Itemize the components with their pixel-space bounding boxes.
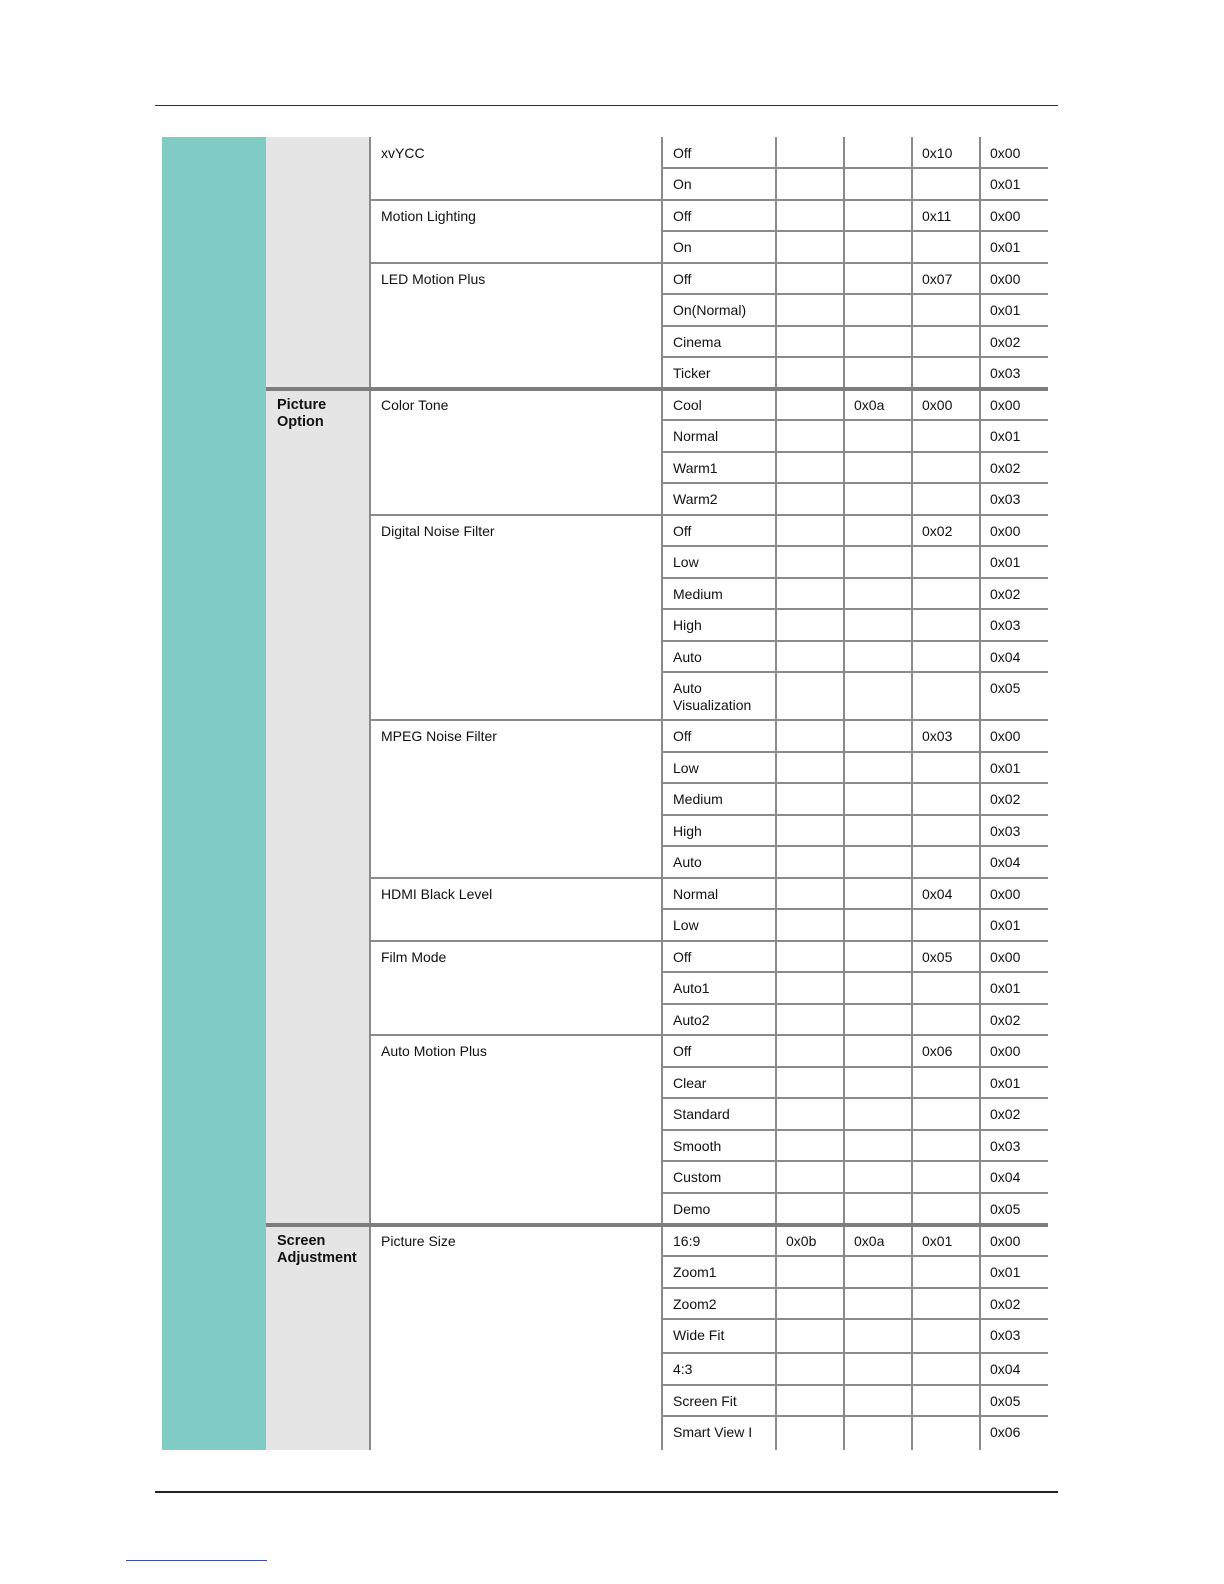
grid-column-line [911,137,913,1450]
code-cell-c2 [844,483,912,515]
code-cell-c2 [844,263,912,294]
option-value-cell: Off [662,200,776,231]
code-cell-c1 [776,1098,844,1130]
code-cell-c4: 0x03 [980,483,1048,515]
header-rule [155,105,1058,106]
code-cell-c2 [844,452,912,483]
grid-row-line [370,719,1048,721]
option-value-cell: Off [662,137,776,168]
grid-row-line [370,514,1048,516]
code-cell-c1 [776,357,844,389]
code-cell-c2 [844,546,912,578]
code-cell-c3: 0x05 [912,941,980,972]
option-value-cell: Cinema [662,326,776,357]
code-cell-c1 [776,609,844,641]
setting-name-cell: LED Motion Plus [370,263,662,389]
code-cell-c1 [776,783,844,815]
setting-name-cell: Color Tone [370,389,662,515]
option-value-cell: Cool [662,389,776,420]
code-cell-c2 [844,720,912,752]
code-cell-c3 [912,1130,980,1161]
code-cell-c2 [844,815,912,846]
code-cell-c2 [844,783,912,815]
option-value-cell: Auto2 [662,1004,776,1035]
code-cell-c3 [912,752,980,783]
option-value-cell: 16:9 [662,1225,776,1256]
code-cell-c3 [912,1319,980,1353]
grid-row-line [662,577,1048,579]
code-cell-c4: 0x00 [980,941,1048,972]
code-cell-c4: 0x01 [980,231,1048,263]
code-cell-c4: 0x02 [980,326,1048,357]
setting-name-cell: MPEG Noise Filter [370,720,662,878]
code-cell-c1 [776,294,844,326]
code-cell-c4: 0x00 [980,878,1048,909]
grid-row-line [662,782,1048,784]
code-cell-c2 [844,1385,912,1416]
option-value-cell: Off [662,1035,776,1067]
option-value-cell: Off [662,263,776,294]
code-cell-c2 [844,137,912,168]
code-cell-c4: 0x02 [980,783,1048,815]
option-value-cell: On [662,168,776,200]
code-cell-c2 [844,1098,912,1130]
code-cell-c2 [844,752,912,783]
code-cell-c3 [912,909,980,941]
option-value-cell: Normal [662,878,776,909]
code-cell-c3 [912,1004,980,1035]
option-value-cell: Auto [662,641,776,672]
grid-row-line [662,1097,1048,1099]
code-cell-c2 [844,609,912,641]
grid-row-line [662,640,1048,642]
code-cell-c3: 0x04 [912,878,980,909]
code-cell-c3 [912,483,980,515]
code-cell-c2 [844,1416,912,1450]
grid-row-line [266,1223,1048,1227]
code-cell-c3 [912,546,980,578]
code-cell-c1 [776,137,844,168]
code-cell-c1 [776,515,844,546]
option-value-cell: Off [662,720,776,752]
code-cell-c3 [912,672,980,720]
code-cell-c3: 0x10 [912,137,980,168]
grid-row-line [662,419,1048,421]
code-cell-c1 [776,420,844,452]
grid-row-line [370,877,1048,879]
option-value-cell: Zoom2 [662,1288,776,1319]
code-cell-c3 [912,420,980,452]
code-cell-c2 [844,641,912,672]
code-cell-c3 [912,1161,980,1193]
grid-row-line [662,751,1048,753]
grid-row-line [662,908,1048,910]
code-cell-c1 [776,546,844,578]
code-cell-c1 [776,326,844,357]
grid-row-line [662,971,1048,973]
footer-link-underline [126,1560,267,1561]
code-cell-c4: 0x00 [980,515,1048,546]
code-cell-c4: 0x05 [980,1193,1048,1225]
code-cell-c3 [912,168,980,200]
code-cell-c3 [912,1256,980,1288]
code-cell-c4: 0x00 [980,263,1048,294]
setting-name-cell: xvYCC [370,137,662,200]
grid-row-line [370,1034,1048,1036]
grid-row-line [370,262,1048,264]
grid-row-line [662,293,1048,295]
grid-row-line [662,545,1048,547]
code-cell-c3: 0x07 [912,263,980,294]
footer-rule [155,1491,1058,1493]
code-cell-c3 [912,357,980,389]
grid-row-line [662,1352,1048,1354]
code-cell-c3 [912,1193,980,1225]
code-cell-c3 [912,609,980,641]
code-cell-c2 [844,672,912,720]
grid-row-line [662,1287,1048,1289]
code-cell-c1 [776,1067,844,1098]
grid-column-line [843,137,845,1450]
option-value-cell: Off [662,941,776,972]
code-cell-c4: 0x04 [980,846,1048,878]
code-cell-c3: 0x00 [912,389,980,420]
code-cell-c4: 0x00 [980,200,1048,231]
code-cell-c4: 0x01 [980,294,1048,326]
code-cell-c4: 0x02 [980,1288,1048,1319]
code-cell-c1 [776,1288,844,1319]
option-value-cell: Medium [662,578,776,609]
code-cell-c1 [776,1004,844,1035]
code-cell-c3 [912,578,980,609]
code-cell-c2 [844,1004,912,1035]
grid-column-line [369,137,371,1450]
code-cell-c2: 0x0a [844,389,912,420]
code-cell-c4: 0x01 [980,1256,1048,1288]
option-value-cell: On(Normal) [662,294,776,326]
grid-row-line [662,167,1048,169]
setting-name-cell: Motion Lighting [370,200,662,263]
grid-row-line [662,814,1048,816]
grid-row-line [662,608,1048,610]
code-cell-c1 [776,168,844,200]
code-cell-c1 [776,1385,844,1416]
code-cell-c4: 0x05 [980,672,1048,720]
code-cell-c4: 0x04 [980,641,1048,672]
code-cell-c4: 0x00 [980,137,1048,168]
code-cell-c4: 0x04 [980,1161,1048,1193]
grid-row-line [662,1160,1048,1162]
option-value-cell: Low [662,546,776,578]
code-cell-c1 [776,720,844,752]
code-cell-c4: 0x02 [980,578,1048,609]
category-cell: Screen Adjustment [266,1225,370,1450]
code-cell-c4: 0x02 [980,1004,1048,1035]
code-cell-c2 [844,294,912,326]
code-cell-c2 [844,941,912,972]
grid-row-line [662,1384,1048,1386]
option-value-cell: High [662,609,776,641]
code-cell-c2 [844,846,912,878]
category-cell: Picture Option [266,389,370,1225]
code-cell-c2 [844,578,912,609]
code-cell-c1 [776,1353,844,1385]
code-cell-c4: 0x00 [980,1035,1048,1067]
grid-row-line [662,845,1048,847]
code-cell-c1 [776,878,844,909]
code-cell-c1 [776,846,844,878]
setting-name-cell: Digital Noise Filter [370,515,662,720]
code-cell-c2 [844,1353,912,1385]
grid-row-line [662,1192,1048,1194]
code-cell-c1 [776,1035,844,1067]
code-cell-c3 [912,846,980,878]
setting-name-cell: Picture Size [370,1225,662,1450]
code-cell-c3 [912,641,980,672]
grid-column-line [775,137,777,1450]
grid-row-line [662,482,1048,484]
code-cell-c4: 0x00 [980,720,1048,752]
code-cell-c1 [776,1193,844,1225]
code-cell-c4: 0x02 [980,452,1048,483]
code-cell-c2 [844,515,912,546]
code-cell-c1 [776,389,844,420]
code-cell-c1 [776,1161,844,1193]
option-value-cell: Normal [662,420,776,452]
code-cell-c3 [912,1385,980,1416]
grid-row-line [370,940,1048,942]
option-value-cell: Low [662,909,776,941]
option-value-cell: Demo [662,1193,776,1225]
code-cell-c4: 0x03 [980,1319,1048,1353]
code-cell-c2 [844,972,912,1004]
code-cell-c4: 0x04 [980,1353,1048,1385]
code-cell-c2 [844,420,912,452]
option-value-cell: Low [662,752,776,783]
grid-row-line [662,1003,1048,1005]
code-cell-c1 [776,483,844,515]
code-cell-c2 [844,200,912,231]
code-cell-c4: 0x01 [980,168,1048,200]
code-cell-c2 [844,326,912,357]
code-cell-c4: 0x01 [980,1067,1048,1098]
grid-column-line [979,137,981,1450]
code-cell-c4: 0x01 [980,909,1048,941]
option-value-cell: Zoom1 [662,1256,776,1288]
grid-row-line [662,1255,1048,1257]
code-cell-c2 [844,357,912,389]
code-cell-c2 [844,1288,912,1319]
code-cell-c1 [776,452,844,483]
option-value-cell: Auto1 [662,972,776,1004]
option-value-cell: Smart View I [662,1416,776,1450]
option-value-cell: Standard [662,1098,776,1130]
code-cell-c4: 0x01 [980,546,1048,578]
command-table [266,137,1048,1450]
code-cell-c2 [844,909,912,941]
grid-row-line [662,1129,1048,1131]
code-cell-c4: 0x06 [980,1416,1048,1450]
code-cell-c3 [912,231,980,263]
code-cell-c4: 0x01 [980,752,1048,783]
grid-row-line [662,356,1048,358]
code-cell-c3 [912,783,980,815]
code-cell-c1 [776,672,844,720]
code-cell-c2 [844,1193,912,1225]
option-value-cell: Warm2 [662,483,776,515]
code-cell-c1: 0x0b [776,1225,844,1256]
option-value-cell: Auto [662,846,776,878]
code-cell-c2 [844,1067,912,1098]
code-cell-c3 [912,972,980,1004]
code-cell-c2 [844,878,912,909]
setting-name-cell: Auto Motion Plus [370,1035,662,1225]
code-cell-c2 [844,1256,912,1288]
code-cell-c3: 0x03 [912,720,980,752]
option-value-cell: Off [662,515,776,546]
grid-row-line [266,387,1048,391]
code-cell-c1 [776,1319,844,1353]
code-cell-c3 [912,1353,980,1385]
grid-row-line [662,325,1048,327]
grid-row-line [662,1318,1048,1320]
code-cell-c4: 0x03 [980,815,1048,846]
code-cell-c1 [776,1416,844,1450]
code-cell-c3: 0x02 [912,515,980,546]
code-cell-c1 [776,941,844,972]
section-sidebar [162,137,266,1450]
code-cell-c1 [776,263,844,294]
grid-row-line [662,671,1048,673]
code-cell-c1 [776,752,844,783]
code-cell-c4: 0x03 [980,609,1048,641]
code-cell-c2: 0x0a [844,1225,912,1256]
code-cell-c2 [844,1161,912,1193]
code-cell-c4: 0x05 [980,1385,1048,1416]
code-cell-c3 [912,452,980,483]
code-cell-c3 [912,815,980,846]
code-cell-c3 [912,1416,980,1450]
option-value-cell: Wide Fit [662,1319,776,1353]
option-value-cell: Custom [662,1161,776,1193]
code-cell-c1 [776,815,844,846]
category-cell [266,137,370,389]
code-cell-c4: 0x02 [980,1098,1048,1130]
code-cell-c3: 0x01 [912,1225,980,1256]
grid-column-line [661,137,663,1450]
option-value-cell: Warm1 [662,452,776,483]
code-cell-c3 [912,1288,980,1319]
option-value-cell: 4:3 [662,1353,776,1385]
code-cell-c1 [776,231,844,263]
code-cell-c3: 0x11 [912,200,980,231]
code-cell-c2 [844,231,912,263]
code-cell-c1 [776,1130,844,1161]
code-cell-c4: 0x03 [980,1130,1048,1161]
grid-row-line [662,1066,1048,1068]
code-cell-c4: 0x01 [980,420,1048,452]
option-value-cell: Screen Fit [662,1385,776,1416]
option-value-cell: Ticker [662,357,776,389]
code-cell-c1 [776,909,844,941]
code-cell-c2 [844,1130,912,1161]
code-cell-c3: 0x06 [912,1035,980,1067]
code-cell-c1 [776,1256,844,1288]
code-cell-c1 [776,972,844,1004]
grid-row-line [662,230,1048,232]
code-cell-c3 [912,1098,980,1130]
code-cell-c2 [844,1319,912,1353]
grid-row-line [662,1415,1048,1417]
option-value-cell: Auto Visualization [662,672,776,720]
code-cell-c3 [912,294,980,326]
option-value-cell: Smooth [662,1130,776,1161]
code-cell-c1 [776,641,844,672]
option-value-cell: Medium [662,783,776,815]
setting-name-cell: Film Mode [370,941,662,1035]
code-cell-c2 [844,168,912,200]
code-cell-c3 [912,1067,980,1098]
option-value-cell: High [662,815,776,846]
code-cell-c4: 0x01 [980,972,1048,1004]
code-cell-c1 [776,200,844,231]
grid-row-line [370,199,1048,201]
option-value-cell: On [662,231,776,263]
code-cell-c4: 0x00 [980,1225,1048,1256]
code-cell-c2 [844,1035,912,1067]
code-cell-c4: 0x03 [980,357,1048,389]
setting-name-cell: HDMI Black Level [370,878,662,941]
code-cell-c4: 0x00 [980,389,1048,420]
code-cell-c3 [912,326,980,357]
option-value-cell: Clear [662,1067,776,1098]
code-cell-c1 [776,578,844,609]
grid-row-line [662,451,1048,453]
